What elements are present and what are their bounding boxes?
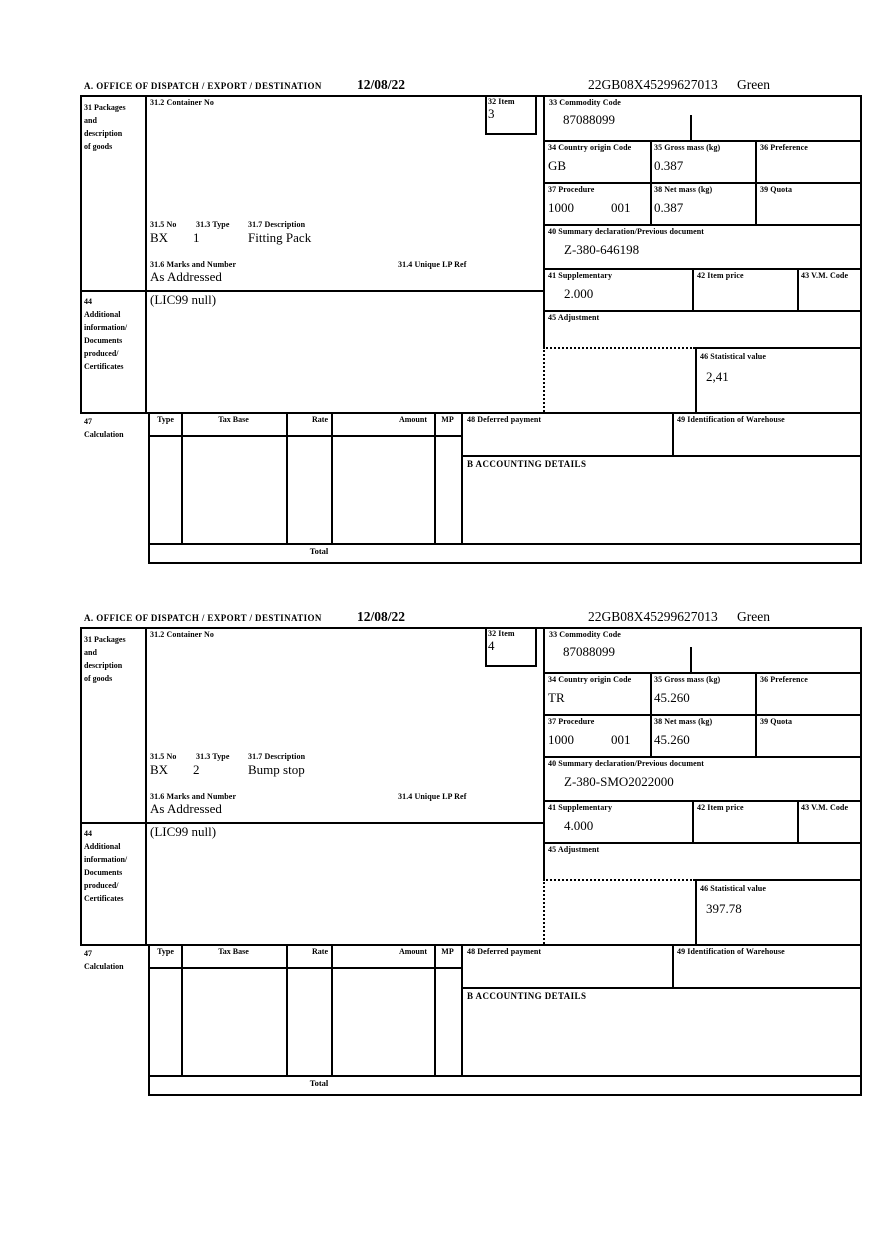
summary-declaration-label: 40 Summary declaration/Previous document (548, 227, 705, 236)
dotted-divider (543, 879, 545, 944)
border-line (543, 756, 862, 758)
border-line (331, 944, 333, 1075)
procedure-value-2: 001 (611, 732, 631, 747)
deferred-payment-label: 48 Deferred payment (467, 947, 542, 956)
border-line (672, 944, 674, 987)
border-line (543, 182, 862, 184)
border-line (181, 944, 183, 1075)
box44-label-line: Additional (84, 310, 121, 319)
border-line (461, 412, 463, 543)
declaration-reference: 22GB08X45299627013 (588, 77, 718, 92)
dotted-divider (543, 347, 545, 412)
box31-label-line: 31 Packages (84, 635, 126, 644)
border-line (860, 627, 862, 1096)
border-line (148, 1075, 862, 1077)
statistical-value: 2,41 (706, 369, 729, 384)
calc-header-rate: Rate (312, 947, 328, 956)
box31-label-line: and (84, 116, 97, 125)
border-line (695, 879, 862, 881)
border-line (543, 714, 862, 716)
preference-label: 36 Preference (760, 143, 808, 152)
border-line (695, 879, 697, 944)
marks-and-number-label: 31.6 Marks and Number (150, 792, 237, 801)
border-line (860, 95, 862, 564)
vm-code-label: 43 V.M. Code (801, 271, 849, 280)
border-line (692, 268, 694, 312)
border-line (80, 944, 862, 946)
box44-label-line: information/ (84, 855, 128, 864)
package-type-value: 2 (193, 762, 200, 777)
package-description-value: Bump stop (248, 762, 305, 777)
box44-label-line: 44 (84, 829, 92, 838)
routing-status: Green (737, 609, 770, 624)
summary-declaration-value: Z-380-646198 (564, 242, 640, 257)
box44-label (84, 295, 144, 373)
marks-and-number-value: As Addressed (150, 801, 222, 816)
marks-and-number-value: As Addressed (150, 269, 222, 284)
adjustment-label: 45 Adjustment (548, 845, 600, 854)
border-line (650, 672, 652, 758)
border-line (461, 455, 862, 457)
statistical-value-label: 46 Statistical value (700, 884, 766, 893)
warehouse-label: 49 Identification of Warehouse (677, 415, 785, 424)
procedure-label: 37 Procedure (548, 717, 595, 726)
declaration-reference: 22GB08X45299627013 (588, 609, 718, 624)
procedure-label: 37 Procedure (548, 185, 595, 194)
box31-label-line: of goods (84, 142, 113, 151)
box44-label-line: produced/ (84, 881, 119, 890)
office-of-dispatch-label: A. OFFICE OF DISPATCH / EXPORT / DESTINATION (84, 613, 322, 623)
adjustment-label: 45 Adjustment (548, 313, 600, 322)
vm-code-label: 43 V.M. Code (801, 803, 849, 812)
border-line (695, 347, 862, 349)
box47-label-line: 47 (84, 949, 92, 958)
border-line (148, 1094, 862, 1096)
statistical-value: 397.78 (706, 901, 742, 916)
border-line (755, 140, 757, 226)
country-origin-value: GB (548, 158, 567, 173)
box47-label (84, 947, 144, 973)
net-mass-label: 38 Net mass (kg) (654, 185, 713, 194)
box47-label (84, 415, 144, 441)
calc-header-amount: Amount (398, 947, 427, 956)
border-line (543, 224, 862, 226)
supplementary-label: 41 Supplementary (548, 271, 613, 280)
declaration-item-section (0, 75, 882, 575)
gross-mass-label: 35 Gross mass (kg) (654, 675, 721, 684)
border-line (145, 95, 147, 414)
border-line (148, 543, 862, 545)
calc-header-tax-base: Tax Base (218, 947, 249, 956)
border-line (148, 967, 463, 969)
supplementary-label: 41 Supplementary (548, 803, 613, 812)
calc-header-mp: MP (441, 947, 454, 956)
commodity-code-label: 33 Commodity Code (549, 630, 621, 639)
dotted-divider (543, 347, 695, 349)
package-type-value: 1 (193, 230, 200, 245)
deferred-payment-label: 48 Deferred payment (467, 415, 542, 424)
item-price-label: 42 Item price (697, 271, 744, 280)
procedure-value-1: 1000 (548, 732, 574, 747)
net-mass-value: 0.387 (654, 200, 684, 215)
border-line (543, 672, 862, 674)
supplementary-value: 4.000 (564, 818, 594, 833)
additional-info-value: (LIC99 null) (150, 824, 217, 839)
border-line (434, 412, 436, 543)
declaration-date: 12/08/22 (357, 609, 406, 624)
net-mass-value: 45.260 (654, 732, 690, 747)
office-of-dispatch-label: A. OFFICE OF DISPATCH / EXPORT / DESTINATION (84, 81, 322, 91)
package-description-label: 31.7 Description (248, 752, 306, 761)
total-label: Total (309, 546, 329, 556)
border-line (148, 435, 463, 437)
box44-label-line: Certificates (84, 894, 124, 903)
border-line (286, 412, 288, 543)
border-line (461, 987, 862, 989)
dotted-divider (543, 879, 695, 881)
border-line (543, 140, 862, 142)
country-origin-label: 34 Country origin Code (548, 143, 632, 152)
box47-label-line: Calculation (84, 962, 124, 971)
marks-and-number-label: 31.6 Marks and Number (150, 260, 237, 269)
box44-label-line: information/ (84, 323, 128, 332)
total-label: Total (309, 1078, 329, 1088)
quota-label: 39 Quota (760, 185, 793, 194)
box44-label-line: Certificates (84, 362, 124, 371)
accounting-details-label: B ACCOUNTING DETAILS (467, 459, 587, 469)
summary-declaration-value: Z-380-SMO2022000 (564, 774, 674, 789)
border-line (650, 140, 652, 226)
border-line (543, 842, 862, 844)
box44-label-line: Documents (84, 336, 123, 345)
commodity-code-value: 87088099 (563, 644, 615, 659)
border-line (692, 800, 694, 844)
border-line (461, 944, 463, 1075)
item-number-label: 32 Item (488, 629, 515, 638)
summary-declaration-label: 40 Summary declaration/Previous document (548, 759, 705, 768)
border-line (145, 627, 147, 946)
box31-label-line: 31 Packages (84, 103, 126, 112)
gross-mass-value: 45.260 (654, 690, 690, 705)
border-line (543, 268, 862, 270)
box31-label-line: and (84, 648, 97, 657)
routing-status: Green (737, 77, 770, 92)
commodity-code-label: 33 Commodity Code (549, 98, 621, 107)
border-line (797, 268, 799, 312)
gross-mass-value: 0.387 (654, 158, 684, 173)
additional-info-value: (LIC99 null) (150, 292, 217, 307)
border-line (80, 412, 862, 414)
item-price-label: 42 Item price (697, 803, 744, 812)
border-line (286, 944, 288, 1075)
calc-header-amount: Amount (398, 415, 427, 424)
border-line (434, 944, 436, 1075)
commodity-code-divider (690, 647, 692, 672)
package-description-label: 31.7 Description (248, 220, 306, 229)
box44-label-line: Documents (84, 868, 123, 877)
declaration-date: 12/08/22 (357, 77, 406, 92)
package-no-value: BX (150, 762, 169, 777)
country-origin-value: TR (548, 690, 565, 705)
package-no-label: 31.5 No (150, 220, 177, 229)
border-line (543, 310, 862, 312)
item-number-label: 32 Item (488, 97, 515, 106)
box47-label-line: Calculation (84, 430, 124, 439)
calc-header-tax-base: Tax Base (218, 415, 249, 424)
border-line (80, 95, 82, 414)
border-line (80, 627, 862, 629)
package-no-label: 31.5 No (150, 752, 177, 761)
declaration-item-section (0, 607, 882, 1107)
procedure-value-2: 001 (611, 200, 631, 215)
net-mass-label: 38 Net mass (kg) (654, 717, 713, 726)
calc-header-mp: MP (441, 415, 454, 424)
border-line (672, 412, 674, 455)
border-line (80, 627, 82, 946)
gross-mass-label: 35 Gross mass (kg) (654, 143, 721, 152)
border-line (181, 412, 183, 543)
item-number-value: 4 (488, 638, 495, 653)
box44-label-line: 44 (84, 297, 92, 306)
box31-label-line: description (84, 129, 123, 138)
box31-label-line: description (84, 661, 123, 670)
border-line (543, 800, 862, 802)
package-type-label: 31.3 Type (196, 220, 230, 229)
item-number-value: 3 (488, 106, 495, 121)
commodity-code-divider (690, 115, 692, 140)
box31-label-line: of goods (84, 674, 113, 683)
container-no-label: 31.2 Container No (150, 98, 214, 107)
calc-header-rate: Rate (312, 415, 328, 424)
box31-label (84, 633, 144, 685)
quota-label: 39 Quota (760, 717, 793, 726)
border-line (80, 95, 862, 97)
package-type-label: 31.3 Type (196, 752, 230, 761)
unique-lp-ref-label: 31.4 Unique LP Ref (398, 260, 467, 269)
container-no-label: 31.2 Container No (150, 630, 214, 639)
warehouse-label: 49 Identification of Warehouse (677, 947, 785, 956)
preference-label: 36 Preference (760, 675, 808, 684)
border-line (797, 800, 799, 844)
package-description-value: Fitting Pack (248, 230, 312, 245)
border-line (755, 672, 757, 758)
box31-label (84, 101, 144, 153)
commodity-code-value: 87088099 (563, 112, 615, 127)
border-line (148, 562, 862, 564)
package-no-value: BX (150, 230, 169, 245)
border-line (695, 347, 697, 412)
box44-label-line: Additional (84, 842, 121, 851)
supplementary-value: 2.000 (564, 286, 594, 301)
country-origin-label: 34 Country origin Code (548, 675, 632, 684)
box44-label (84, 827, 144, 905)
box44-label-line: produced/ (84, 349, 119, 358)
calc-header-type: Type (157, 947, 174, 956)
procedure-value-1: 1000 (548, 200, 574, 215)
box47-label-line: 47 (84, 417, 92, 426)
unique-lp-ref-label: 31.4 Unique LP Ref (398, 792, 467, 801)
accounting-details-label: B ACCOUNTING DETAILS (467, 991, 587, 1001)
calc-header-type: Type (157, 415, 174, 424)
statistical-value-label: 46 Statistical value (700, 352, 766, 361)
border-line (331, 412, 333, 543)
